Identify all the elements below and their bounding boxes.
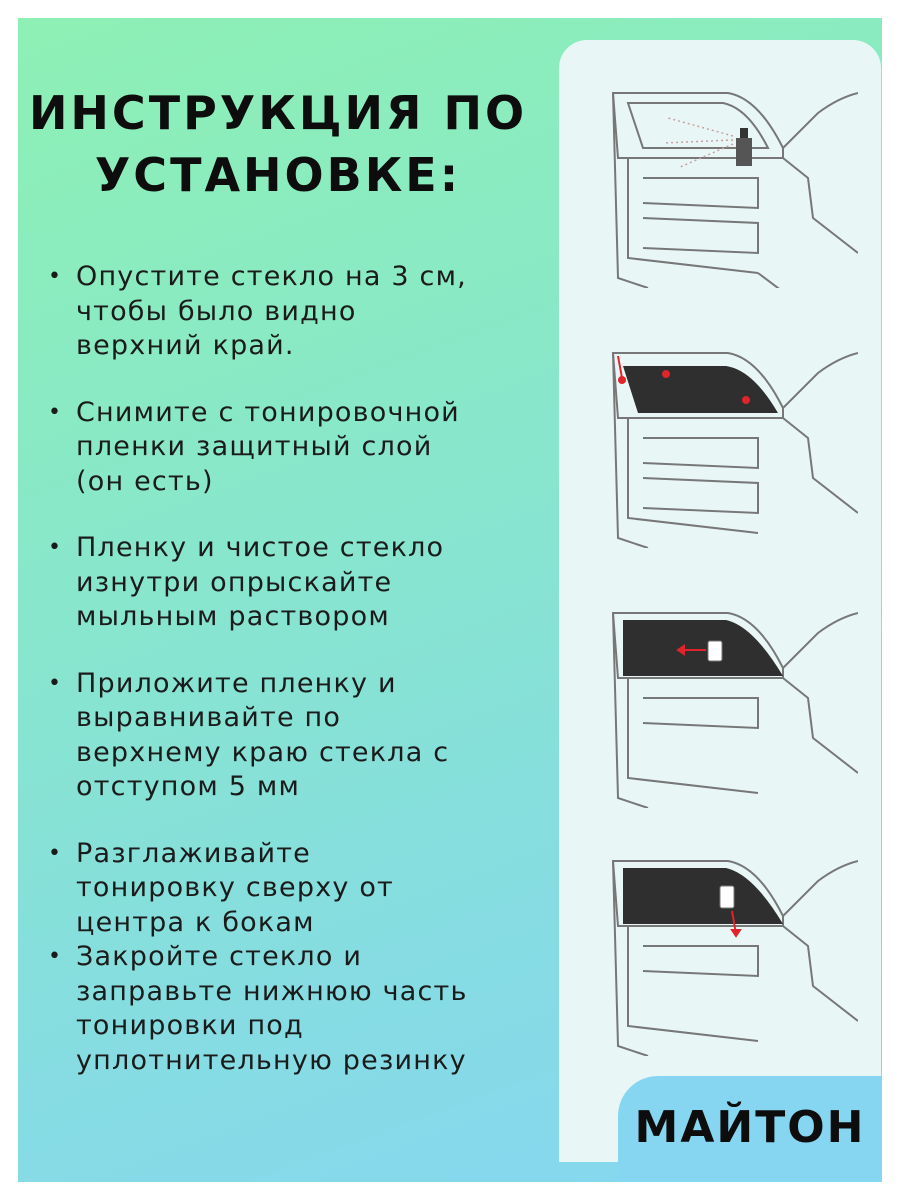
page-title: [18, 82, 538, 206]
brand-name: МАЙТОН: [634, 1102, 866, 1153]
step-5-line-2: тонировку сверху от: [76, 872, 394, 903]
tint-film: [623, 620, 783, 676]
step-6-line-1: Закройте стекло и: [76, 941, 363, 972]
step-1: [48, 260, 548, 364]
step-3-line-2: изнутри опрыскайте: [76, 566, 393, 598]
step-1-line-2: чтобы было видно: [76, 295, 357, 327]
step-4-line-4: отступом 5 мм: [76, 771, 301, 802]
step-2: [48, 396, 548, 500]
step-6-line-3: тонировки под: [76, 1010, 304, 1041]
steps-list: [48, 260, 548, 1078]
bullet: •: [48, 840, 63, 866]
door-apply-film-illustration: [608, 348, 858, 548]
spray-bottle-icon: [736, 128, 752, 166]
title-line-1: ИНСТРУКЦИЯ ПО: [28, 86, 528, 140]
bullet: •: [48, 399, 63, 425]
door-close-window-illustration: [608, 856, 858, 1056]
step-6-line-2: заправьте нижнюю часть: [76, 975, 468, 1007]
tint-film: [623, 868, 783, 924]
squeegee-icon: [708, 641, 722, 661]
step-3-line-1: Пленку и чистое стекло: [76, 532, 445, 563]
bullet: •: [48, 535, 63, 560]
step-6-line-4: уплотнительную резинку: [76, 1044, 467, 1076]
step-1-line-1: Опустите стекло на 3 см,: [76, 261, 467, 292]
bullet: •: [48, 944, 63, 969]
step-2-line-3: (он есть): [76, 465, 214, 497]
squeegee-icon: [720, 886, 734, 908]
step-4-line-1: Приложите пленку и: [76, 667, 397, 699]
tint-film: [623, 366, 778, 413]
bullet: •: [48, 670, 63, 696]
step-6: [48, 940, 548, 1078]
step-4: [48, 667, 548, 805]
spray-mist-icon: [663, 118, 733, 168]
step-2-line-2: пленки защитный слой: [76, 431, 433, 462]
step-1-line-3: верхний край.: [76, 330, 295, 361]
door-spray-illustration: [608, 88, 858, 288]
step-5: [48, 837, 548, 941]
step-4-line-2: выравнивайте по: [76, 702, 342, 733]
door-smooth-film-illustration: [608, 608, 858, 808]
step-3: [48, 531, 548, 635]
bullet: •: [48, 264, 63, 289]
step-4-line-3: верхнему краю стекла с: [76, 736, 450, 768]
title-line-2: УСТАНОВКЕ:: [94, 148, 462, 202]
step-5-line-3: центра к бокам: [76, 906, 315, 938]
step-2-line-1: Снимите с тонировочной: [76, 396, 460, 428]
instruction-card: [18, 18, 882, 1182]
step-3-line-3: мыльным раствором: [76, 601, 390, 632]
step-5-line-1: Разглаживайте: [76, 837, 311, 869]
